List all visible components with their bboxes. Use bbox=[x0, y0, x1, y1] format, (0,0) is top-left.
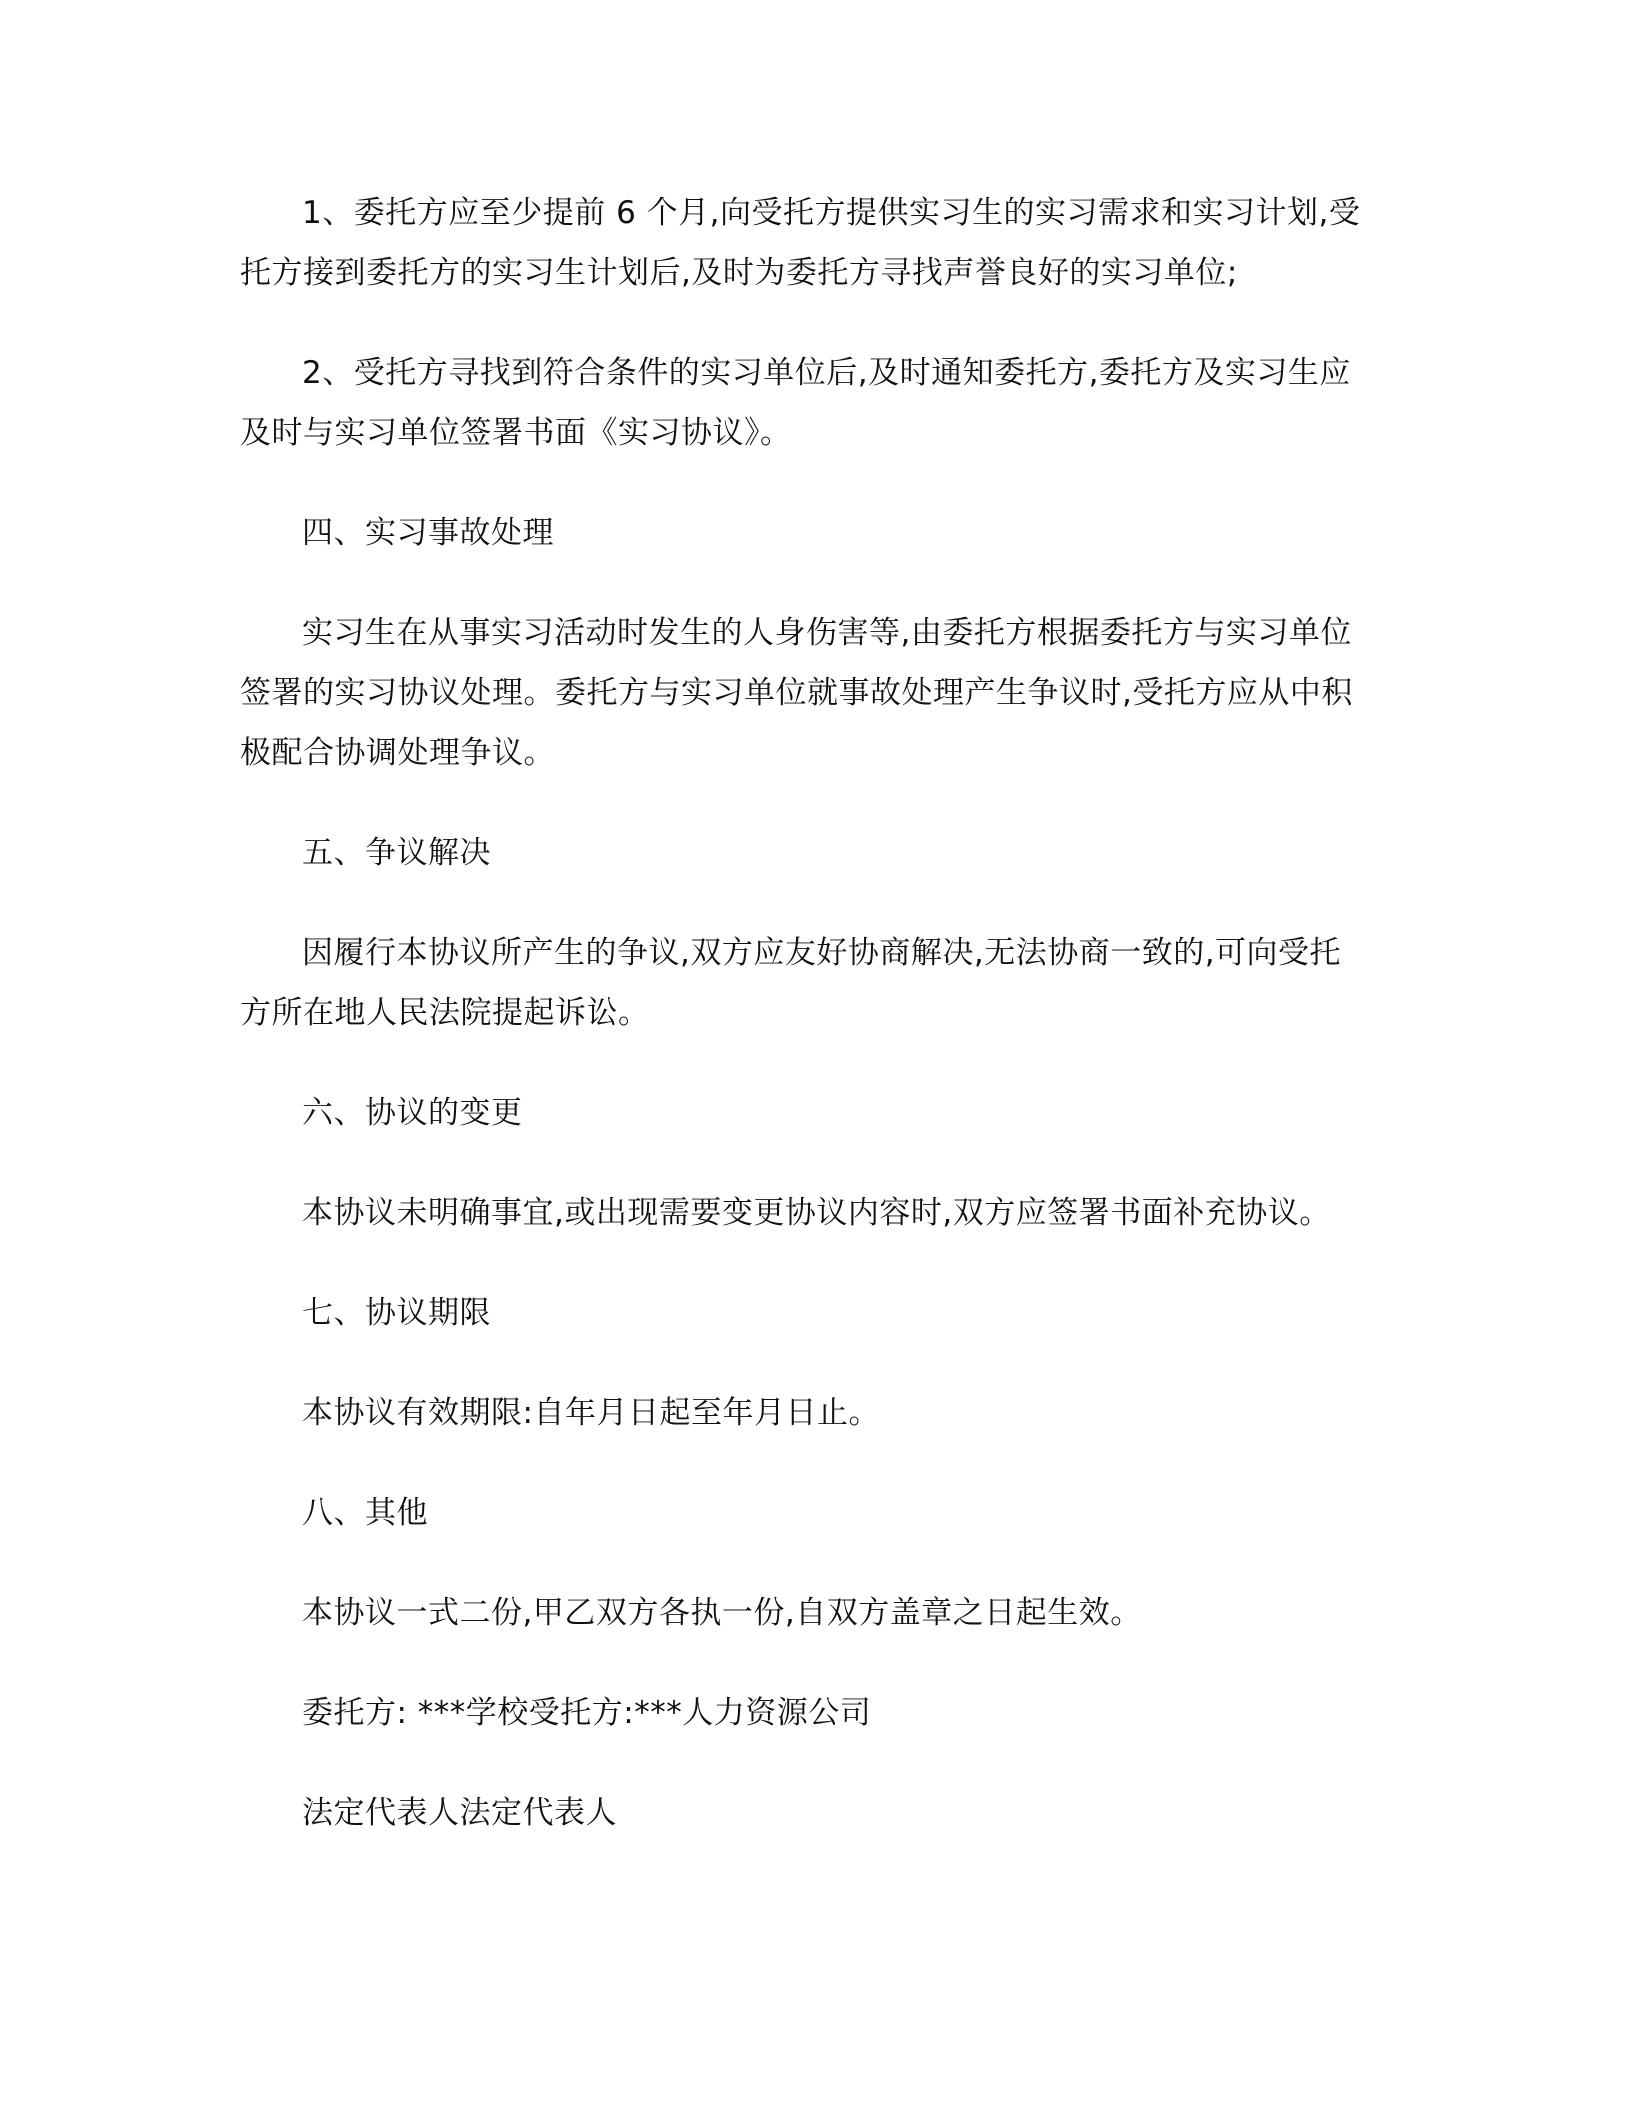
amendment-paragraph: 本协议未明确事宜,或出现需要变更协议内容时,双方应签署书面补充协议。 bbox=[302, 1195, 1331, 1231]
paragraph-gap bbox=[240, 1043, 1370, 1083]
accident-paragraph: 实习生在从事实习活动时发生的人身伤害等,由委托方根据委托方与实习单位签署的实习协议处理。委托方与实习单位就事故处理产生争议时,受托方应从中积极配合协调处理争议。 bbox=[240, 615, 1353, 771]
paragraph-gap bbox=[240, 463, 1370, 503]
section-heading-dispute: 五、争议解决 bbox=[302, 835, 491, 871]
paragraph-gap bbox=[240, 563, 1370, 603]
paragraph-gap bbox=[240, 1143, 1370, 1183]
document-body bbox=[240, 183, 1370, 1843]
section-heading-term: 七、协议期限 bbox=[302, 1295, 491, 1331]
paragraph-gap bbox=[240, 1243, 1370, 1283]
other-paragraph: 本协议一式二份,甲乙双方各执一份,自双方盖章之日起生效。 bbox=[302, 1595, 1142, 1631]
section-heading-accident: 四、实习事故处理 bbox=[302, 515, 554, 551]
clause-1-paragraph: 1、委托方应至少提前 6 个月,向受托方提供实习生的实习需求和实习计划,受托方接到委托方的实习生计划后,及时为委托方寻找声誉良好的实习单位; bbox=[240, 195, 1361, 291]
section-heading-amendment: 六、协议的变更 bbox=[302, 1095, 523, 1131]
paragraph-gap bbox=[240, 303, 1370, 343]
paragraph-gap bbox=[240, 1743, 1370, 1783]
legal-representative-line: 法定代表人法定代表人 bbox=[302, 1795, 617, 1831]
parties-line: 委托方: ***学校受托方:***人力资源公司 bbox=[302, 1695, 872, 1731]
paragraph-gap bbox=[240, 1643, 1370, 1683]
section-heading-other: 八、其他 bbox=[302, 1495, 428, 1531]
paragraph-gap bbox=[240, 1343, 1370, 1383]
paragraph-gap bbox=[240, 783, 1370, 823]
paragraph-gap bbox=[240, 1543, 1370, 1583]
dispute-paragraph: 因履行本协议所产生的争议,双方应友好协商解决,无法协商一致的,可向受托方所在地人民法院提起诉讼。 bbox=[240, 935, 1342, 1031]
term-paragraph: 本协议有效期限:自年月日起至年月日止。 bbox=[302, 1395, 880, 1431]
clause-2-paragraph: 2、受托方寻找到符合条件的实习单位后,及时通知委托方,委托方及实习生应及时与实习单位签署书面《实习协议》。 bbox=[240, 355, 1351, 451]
paragraph-gap bbox=[240, 883, 1370, 923]
paragraph-gap bbox=[240, 1443, 1370, 1483]
